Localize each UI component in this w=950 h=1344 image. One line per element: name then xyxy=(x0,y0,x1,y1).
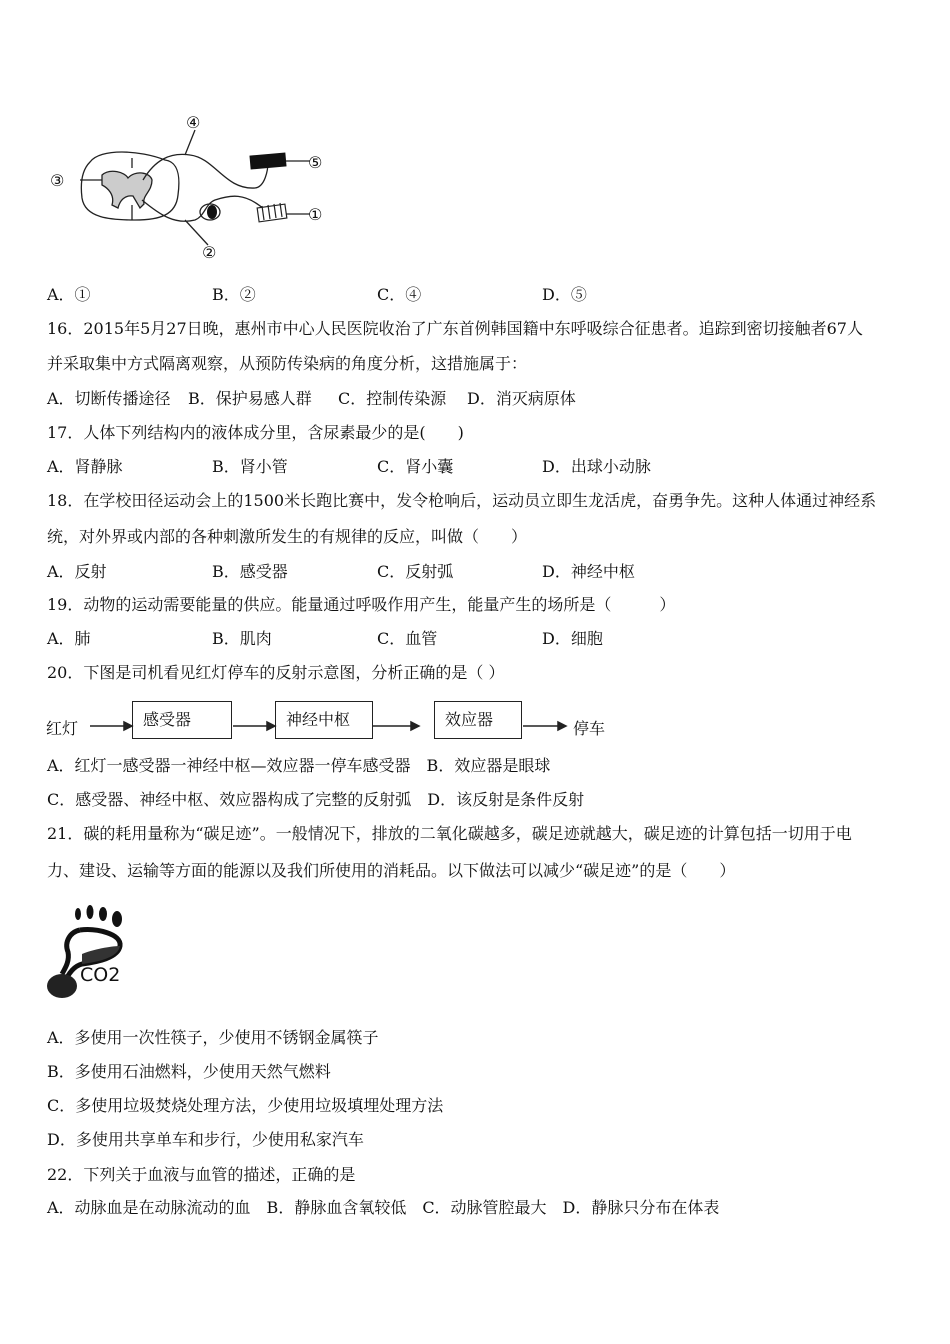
q20-options-line2[interactable]: C．感受器、神经中枢、效应器构成了完整的反射弧 D．该反射是条件反射 xyxy=(47,790,585,809)
q16-stem-line1: 16．2015年5月27日晚，惠州市中心人民医院收治了广东首例韩国籍中东呼吸综合征患者。追踪到密切接触者67人 xyxy=(47,319,863,338)
q22-options[interactable]: A．动脉血是在动脉流动的血 B．静脉血含氧较低 C．动脉管腔最大 D．静脉只分布在体表 xyxy=(47,1198,720,1217)
arrow-icon xyxy=(267,722,275,730)
q15-option-b[interactable]: B．② xyxy=(212,285,256,304)
q16-option-b[interactable]: B．保护易感人群 xyxy=(188,389,312,408)
q16-option-c[interactable]: C．控制传染源 xyxy=(338,389,447,408)
q17-option-d[interactable]: D．出球小动脉 xyxy=(542,457,651,476)
arrow-icon xyxy=(411,722,419,730)
q18-option-d[interactable]: D．神经中枢 xyxy=(542,562,635,581)
q16-option-d[interactable]: D．消灭病原体 xyxy=(467,389,576,408)
q19-option-a[interactable]: A．肺 xyxy=(47,629,91,648)
carbon-footprint-image xyxy=(42,902,142,1004)
figure-label-2: ② xyxy=(202,243,217,262)
q19-option-d[interactable]: D．细胞 xyxy=(542,629,603,648)
q19-option-c[interactable]: C．血管 xyxy=(377,629,438,648)
q18-option-a[interactable]: A．反射 xyxy=(47,562,107,581)
figure-label-5: ⑤ xyxy=(308,153,323,172)
q21-stem-line1: 21．碳的耗用量称为“碳足迹”。一般情况下，排放的二氧化碳越多，碳足迹就越大，碳足迹的计算包括一切用于电 xyxy=(47,824,852,843)
q21-option-a[interactable]: A．多使用一次性筷子，少使用不锈钢金属筷子 xyxy=(47,1028,379,1047)
q21-option-b[interactable]: B．多使用石油燃料，少使用天然气燃料 xyxy=(47,1062,331,1081)
q18-option-c[interactable]: C．反射弧 xyxy=(377,562,454,581)
flow-start-label: 红灯 xyxy=(46,719,79,738)
q18-stem-line1: 18．在学校田径运动会上的1500米长跑比赛中，发令枪响后，运动员立即生龙活虎，奋勇争先。这种人体通过神经系 xyxy=(47,491,877,510)
q20-stem: 20．下图是司机看见红灯停车的反射示意图，分析正确的是（ ） xyxy=(47,663,505,682)
figure-label-4: ④ xyxy=(186,113,201,132)
q17-option-a[interactable]: A．肾静脉 xyxy=(47,457,123,476)
q16-option-a[interactable]: A．切断传播途径 xyxy=(47,389,171,408)
q17-option-b[interactable]: B．肾小管 xyxy=(212,457,288,476)
q17-stem: 17．人体下列结构内的液体成分里，含尿素最少的是( ) xyxy=(47,423,464,442)
q21-option-c[interactable]: C．多使用垃圾焚烧处理方法，少使用垃圾填埋处理方法 xyxy=(47,1096,444,1115)
arrow-icon xyxy=(124,722,132,730)
q21-stem-line2: 力、建设、运输等方面的能源以及我们所使用的消耗品。以下做法可以减少“碳足迹”的是（ ） xyxy=(47,861,736,880)
q15-option-d[interactable]: D．⑤ xyxy=(542,285,587,304)
flow-box-effector: 效应器 xyxy=(434,701,522,739)
q16-stem-line2: 并采取集中方式隔离观察，从预防传染病的角度分析，这措施属于： xyxy=(47,354,528,373)
reflex-arc-figure xyxy=(40,100,340,270)
q20-options-line1[interactable]: A．红灯一感受器一神经中枢—效应器一停车感受器 B．效应器是眼球 xyxy=(47,756,551,775)
q18-option-b[interactable]: B．感受器 xyxy=(212,562,288,581)
flow-end-label: 停车 xyxy=(573,719,606,738)
figure-label-3: ③ xyxy=(50,171,65,190)
q15-option-c[interactable]: C．④ xyxy=(377,285,422,304)
q21-option-d[interactable]: D．多使用共享单车和步行，少使用私家汽车 xyxy=(47,1130,364,1149)
arrow-icon xyxy=(558,722,566,730)
co2-label: CO2 xyxy=(80,964,121,986)
q15-option-a[interactable]: A．① xyxy=(47,285,91,304)
q19-stem: 19．动物的运动需要能量的供应。能量通过呼吸作用产生，能量产生的场所是（ ） xyxy=(47,595,676,614)
figure-label-1: ① xyxy=(308,205,323,224)
q19-option-b[interactable]: B．肌肉 xyxy=(212,629,272,648)
flow-box-receptor: 感受器 xyxy=(132,701,232,739)
q22-stem: 22．下列关于血液与血管的描述，正确的是 xyxy=(47,1165,356,1184)
flow-box-nerve-center: 神经中枢 xyxy=(275,701,373,739)
q17-option-c[interactable]: C．肾小囊 xyxy=(377,457,454,476)
q18-stem-line2: 统，对外界或内部的各种刺激所发生的有规律的反应，叫做（ ） xyxy=(47,527,528,546)
